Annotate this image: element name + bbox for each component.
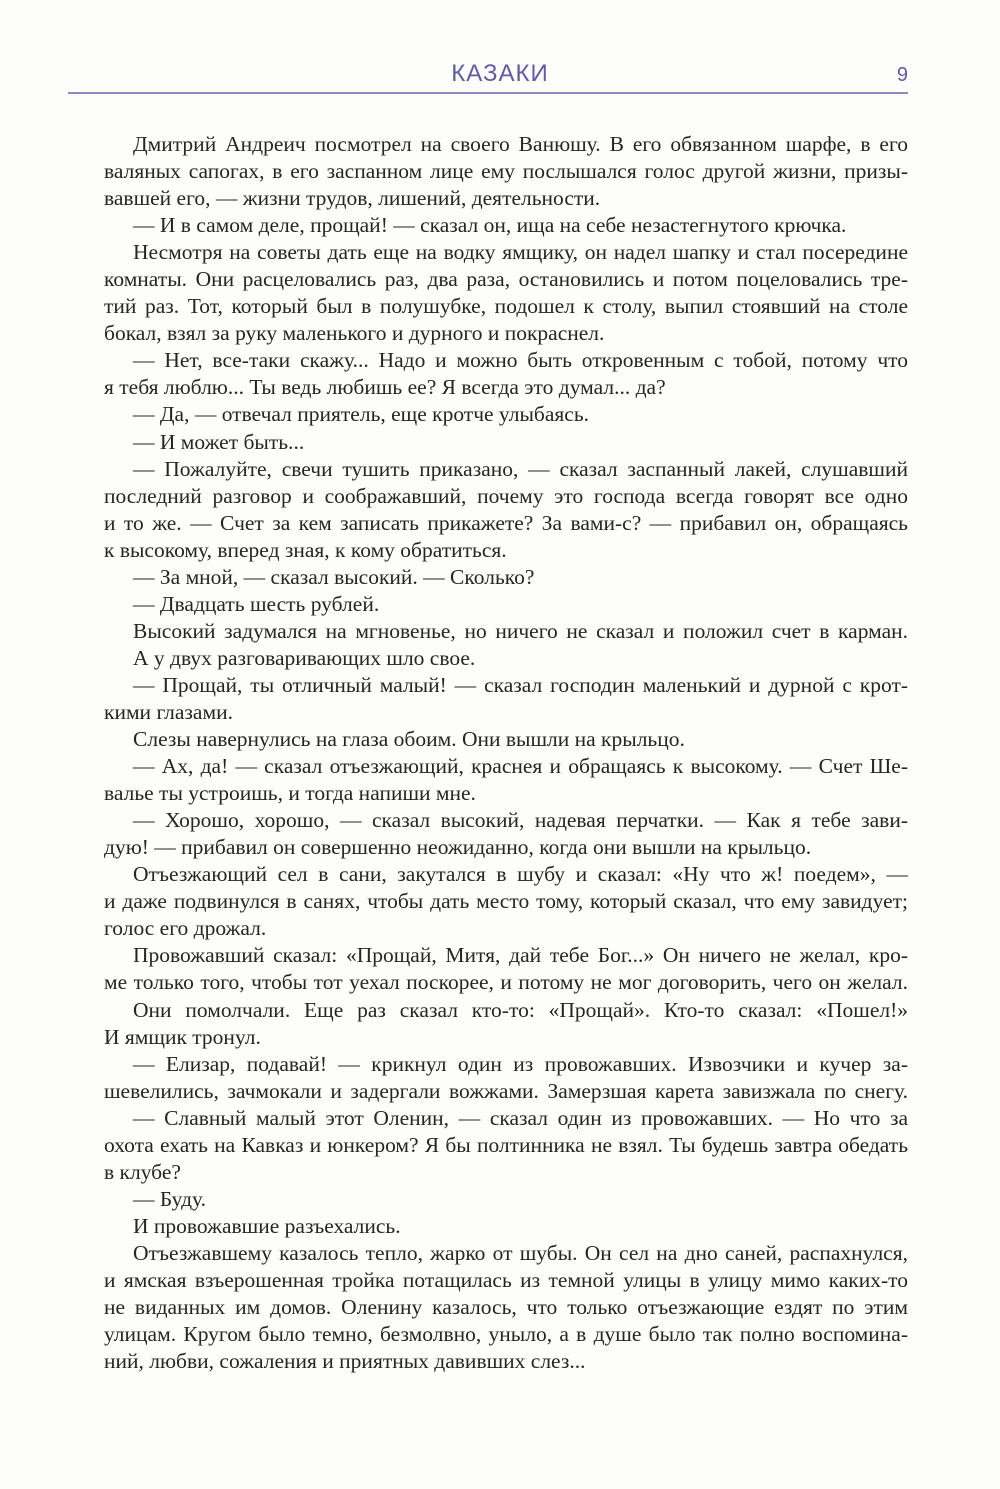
header-rule <box>68 92 908 94</box>
text-line: — За мной, — сказал высокий. — Сколько? <box>133 564 535 589</box>
text-line: не виданных им домов. Оленину казалось, что только отъезжающие ездят по этим <box>104 1295 908 1320</box>
text-line: — Славный малый этот Оленин, — сказал один из провожавших. — Но что за <box>133 1105 908 1130</box>
text-line: кими глазами. <box>104 699 233 724</box>
text-line: Несмотря на советы дать еще на водку ямщику, он надел шапку и стал посередине <box>133 240 908 265</box>
text-line: — Прощай, ты отличный малый! — сказал господин маленький и дурной с крот- <box>133 672 908 697</box>
text-line: вавшей его, — жизни трудов, лишений, деятельности. <box>104 186 601 211</box>
text-line: ме только того, чтобы тот уехал поскорее, и потому не мог договорить, чего он желал. <box>104 970 908 995</box>
text-line: тий раз. Тот, который был в полушубке, подошел к столу, выпил стоявший на столе <box>104 294 908 319</box>
text-line: — Буду. <box>133 1186 206 1211</box>
text-line: охота ехать на Кавказ и юнкером? Я бы полтинника не взял. Ты будешь завтра обедать <box>104 1132 908 1157</box>
text-line: и ямская взъерошенная тройка потащилась из темной улицы в улицу мимо каких-то <box>104 1267 908 1292</box>
text-line: в клубе? <box>104 1159 181 1184</box>
text-line: и даже подвинулся в санях, чтобы дать место тому, который сказал, что ему завидует; <box>104 889 908 914</box>
text-line: — Двадцать шесть рублей. <box>133 591 380 616</box>
text-line: комнаты. Они расцеловались раз, два раза, остановились и потом поцеловались тре- <box>104 267 908 292</box>
text-line: — И может быть... <box>133 429 305 454</box>
text-line: шевелились, зачмокали и задергали вожжами. Замерзшая карета завизжала по снегу. <box>104 1078 908 1103</box>
text-line: — И в самом деле, прощай! — сказал он, ища на себе незастегнутого крючка. <box>133 213 847 238</box>
text-line: Слезы навернулись на глаза обоим. Они вышли на крыльцо. <box>133 727 685 752</box>
text-line: Отъезжающий сел в сани, закутался в шубу и сказал: «Ну что ж! поедем», — <box>133 862 908 887</box>
text-line: я тебя люблю... Ты ведь любишь ее? Я всегда это думал... да? <box>104 375 666 400</box>
text-line: ний, любви, сожаления и приятных давивших слез... <box>104 1349 586 1374</box>
text-line: улицам. Кругом было темно, безмолвно, уныло, а в душе было так полно воспомина- <box>104 1322 908 1347</box>
text-line: валяных сапогах, в его заспанном лице ему послышался голос другой жизни, призы- <box>104 159 908 184</box>
text-line: И провожавшие разъехались. <box>133 1213 401 1238</box>
text-line: И ямщик тронул. <box>104 1024 261 1049</box>
text-line: к высокому, вперед зная, к кому обратиться. <box>104 537 507 562</box>
page-number: 9 <box>896 64 908 86</box>
text-line: Провожавший сказал: «Прощай, Митя, дай тебе Бог...» Он ничего не желал, кро- <box>133 943 908 968</box>
body-text <box>104 131 908 1375</box>
text-line: А у двух разговаривающих шло свое. <box>133 645 476 670</box>
text-line: дую! — прибавил он совершенно неожиданно, когда они вышли на крыльцо. <box>104 835 812 860</box>
text-line: — Ах, да! — сказал отъезжающий, краснея и обращаясь к высокому. — Счет Ше- <box>133 754 908 779</box>
text-line: Они помолчали. Еще раз сказал кто-то: «Прощай». Кто-то сказал: «Пошел!» <box>133 997 908 1022</box>
text-line: последний разговор и соображавший, почему это господа всегда говорят все одно <box>104 483 908 508</box>
text-line: Высокий задумался на мгновенье, но ничего не сказал и положил счет в карман. <box>133 618 908 643</box>
running-header-title: КАЗАКИ <box>451 60 549 87</box>
text-line: Дмитрий Андреич посмотрел на своего Ванюшу. В его обвязанном шарфе, в его <box>133 132 908 156</box>
text-line: — Елизар, подавай! — крикнул один из провожавших. Извозчики и кучер за- <box>133 1051 908 1076</box>
text-line: — Пожалуйте, свечи тушить приказано, — сказал заспанный лакей, слушавший <box>133 456 908 481</box>
text-line: бокал, взял за руку маленького и дурного и покраснел. <box>104 321 605 346</box>
text-line: и то же. — Счет за кем записать прикажете? За вами-с? — прибавил он, обращаясь <box>104 510 908 535</box>
text-line: — Да, — отвечал приятель, еще кротче улыбаясь. <box>133 402 590 427</box>
text-line: голос его дрожал. <box>104 916 267 941</box>
text-line: Отъезжавшему казалось тепло, жарко от шубы. Он сел на дно саней, распахнулся, <box>133 1240 908 1265</box>
text-line: валье ты устроишь, и тогда напиши мне. <box>104 781 476 806</box>
text-line: — Нет, все-таки скажу... Надо и можно быть откровенным с тобой, потому что <box>133 348 908 373</box>
text-line: — Хорошо, хорошо, — сказал высокий, надевая перчатки. — Как я тебе зави- <box>133 808 908 833</box>
